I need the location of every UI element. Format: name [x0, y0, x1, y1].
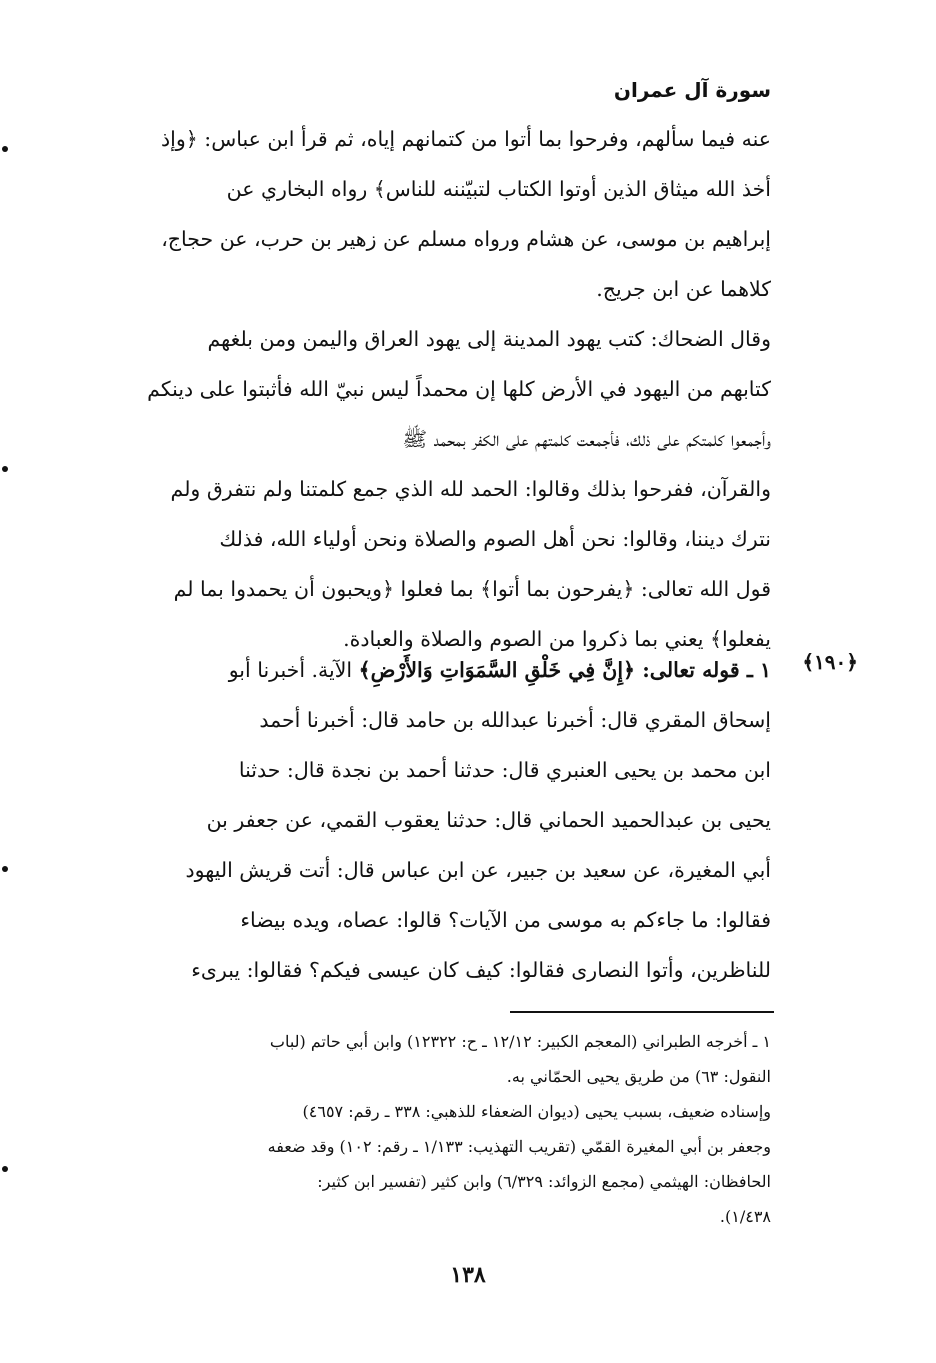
- footnotes: [75, 1024, 771, 1234]
- footnote-line: الحافظان: الهيثمي (مجمع الزوائد: ٦/٣٢٩) وابن كثير (تفسير ابن كثير:: [317, 1172, 771, 1191]
- footnote-line: النقول: ٦٣) من طريق يحيى الحمّاني به.: [506, 1067, 771, 1086]
- verse-heading: ١ ـ قوله تعالى: ﴿إِنَّ فِي خَلْقِ السَّمَوَاتِ وَالأَرْضِ﴾: [358, 658, 771, 682]
- running-header: سورة آل عمران: [613, 78, 771, 102]
- text-line: أبي المغيرة، عن سعيد بن جبير، عن ابن عباس قال: أتت قريش اليهود: [185, 858, 771, 882]
- scan-mark: [2, 466, 8, 472]
- text-line: كتابهم من اليهود في الأرض كلها إن محمداً ليس نبيّ الله فأثبتوا على دينكم: [147, 377, 771, 401]
- scan-mark: [2, 146, 8, 152]
- text-line: عنه فيما سألهم، وفرحوا بما أتوا من كتمانهم إياه، ثم قرأ ابن عباس: ﴿وإذ: [161, 127, 771, 151]
- text-line: قول الله تعالى: ﴿يفرحون بما أتوا﴾ بما فعلوا ﴿ويحبون أن يحمدوا بما لم: [173, 577, 771, 601]
- verse-heading-rest: الآية. أخبرنا أبو: [228, 658, 359, 682]
- text-line-first: [75, 645, 771, 695]
- text-line: ابن محمد بن يحيى العنبري قال: حدثنا أحمد بن نجدة قال: حدثنا: [238, 758, 771, 782]
- text-line: وقال الضحاك: كتب يهود المدينة إلى يهود العراق واليمن ومن بلغهم: [207, 327, 771, 351]
- footnote-separator: [510, 1011, 774, 1013]
- page-number: ١٣٨: [450, 1262, 486, 1288]
- footnote-line: وإسناده ضعيف، بسبب يحيى (ديوان الضعفاء للذهبي: ٣٣٨ ـ رقم: ٤٦٥٧): [302, 1102, 771, 1121]
- text-line: كلاهما عن ابن جريج.: [596, 277, 771, 301]
- text-line: والقرآن، ففرحوا بذلك وقالوا: الحمد لله الذي جمع كلمتنا ولم نتفرق ولم: [170, 477, 771, 501]
- text-line: للناظرين، وأتوا النصارى فقالوا: كيف كان عيسى فيكم؟ فقالوا: يبرىء: [191, 958, 771, 982]
- footnote-line: ١ ـ أخرجه الطبراني (المعجم الكبير: ١٢/١٢ ـ ح: ١٢٣٢٢) وابن أبي حاتم (لباب: [269, 1032, 771, 1051]
- text-line: فقالوا: ما جاءكم به موسى من الآيات؟ قالوا: عصاه، ويده بيضاء: [240, 908, 771, 932]
- text-line: أخذ الله ميثاق الذين أوتوا الكتاب لتبيّننه للناس﴾ رواه البخاري عن: [226, 177, 771, 201]
- verse-number-marker: ﴿١٩٠﴾: [802, 650, 858, 674]
- text-line: إسحاق المقري قال: أخبرنا عبدالله بن حامد قال: أخبرنا أحمد: [259, 708, 771, 732]
- scan-mark: [2, 1166, 8, 1172]
- text-line: يحيى بن عبدالحميد الحماني قال: حدثنا يعقوب القمي، عن جعفر بن: [206, 808, 771, 832]
- text-line: إبراهيم بن موسى، عن هشام ورواه مسلم عن زهير بن حرب، عن حجاج،: [161, 227, 771, 251]
- paragraph-3: [75, 645, 771, 995]
- scan-mark: [2, 866, 8, 872]
- footnote-line: وجعفر بن أبي المغيرة القمّي (تقريب التهذيب: ١/١٣٣ ـ رقم: ١٠٢) وقد ضعفه: [267, 1137, 771, 1156]
- paragraph-1: [75, 114, 771, 314]
- footnote-line: ١/٤٣٨).: [719, 1207, 771, 1226]
- paragraph-2: [75, 314, 771, 664]
- text-line: وأجمعوا كلمتكم على ذلك، فأجمعت كلمتهم على الكفر بمحمد ﷺ: [402, 427, 771, 451]
- text-line: نترك ديننا، وقالوا: نحن أهل الصوم والصلاة ونحن أولياء الله، فذلك: [219, 527, 771, 551]
- text-line: يفعلوا﴾ يعني بما ذكروا من الصوم والصلاة والعبادة.: [343, 627, 771, 651]
